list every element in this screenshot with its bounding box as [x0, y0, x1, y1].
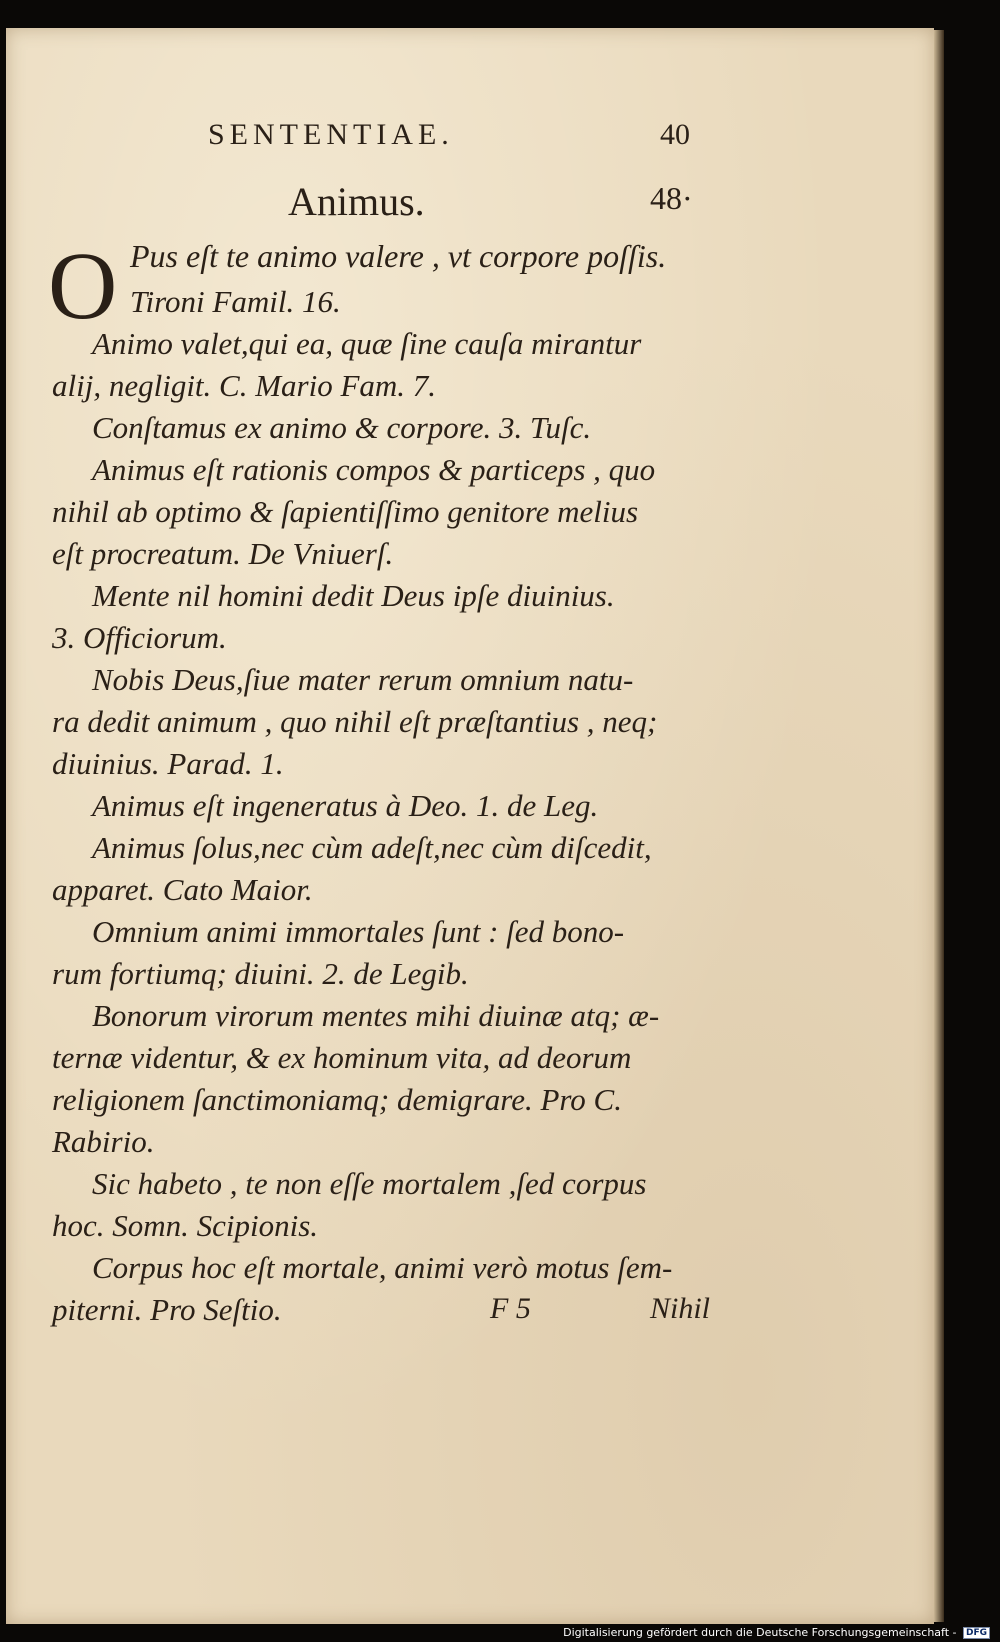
credit-text: Digitalisierung gefördert durch die Deutsche Forschungsgemeinschaft -: [563, 1626, 957, 1639]
page-number: 40: [660, 118, 690, 151]
running-head: SENTENTIAE.: [208, 118, 454, 151]
page-edge: [934, 30, 944, 1622]
leaf-number: 48·: [650, 180, 693, 216]
text-line: Pus eſt te animo valere , vt corpore poſſis.: [130, 238, 667, 274]
section-title: Animus.: [288, 179, 425, 224]
text-line: Sic habeto , te non eſſe mortalem ,ſed corpus: [92, 1166, 647, 1201]
text-line: Tironi Famil. 16.: [130, 284, 341, 319]
text-line: Corpus hoc eſt mortale, animi verò motus ſem-: [92, 1250, 673, 1285]
text-line: 3. Officiorum.: [52, 620, 227, 655]
text-line: nihil ab optimo & ſapientiſſimo genitore melius: [52, 494, 639, 529]
dfg-logo: DFG: [963, 1627, 990, 1639]
text-line: Animus ſolus,nec cùm adeſt,nec cùm diſcedit,: [92, 830, 652, 865]
text-line: rum fortiumq; diuini. 2. de Legib.: [52, 956, 469, 991]
signature-mark: F 5: [490, 1292, 531, 1325]
text-line: apparet. Cato Maior.: [52, 872, 313, 907]
text-line: Omnium animi immortales ſunt : ſed bono-: [92, 914, 625, 949]
text-line: alij, negligit. C. Mario Fam. 7.: [52, 368, 437, 403]
text-line: Animo valet,qui ea, quæ ſine cauſa mirantur: [92, 326, 642, 361]
text-line: Mente nil homini dedit Deus ipſe diuinius.: [92, 578, 615, 613]
text-line: ternæ videntur, & ex hominum vita, ad deorum: [52, 1040, 632, 1075]
digitization-credit: [563, 1626, 990, 1639]
text-line: Animus eſt rationis compos & particeps , quo: [92, 452, 656, 487]
text-line: hoc. Somn. Scipionis.: [52, 1208, 319, 1243]
text-line: Bonorum virorum mentes mihi diuinæ atq; æ-: [92, 998, 660, 1033]
text-line: Animus eſt ingeneratus à Deo. 1. de Leg.: [92, 788, 599, 823]
text-line: Rabirio.: [52, 1124, 155, 1159]
text-line: Nobis Deus,ſiue mater rerum omnium natu-: [92, 662, 634, 697]
text-line: diuinius. Parad. 1.: [52, 746, 284, 781]
drop-cap: O: [48, 232, 118, 339]
text-line: eſt procreatum. De Vniuerſ.: [52, 536, 394, 571]
text-line: piterni. Pro Seſtio.: [52, 1292, 282, 1327]
text-line: religionem ſanctimoniamq; demigrare. Pro C.: [52, 1082, 622, 1117]
catchword: Nihil: [650, 1292, 711, 1325]
text-line: ra dedit animum , quo nihil eſt præſtantius , neq;: [52, 704, 658, 739]
text-line: Conſtamus ex animo & corpore. 3. Tuſc.: [92, 410, 592, 445]
